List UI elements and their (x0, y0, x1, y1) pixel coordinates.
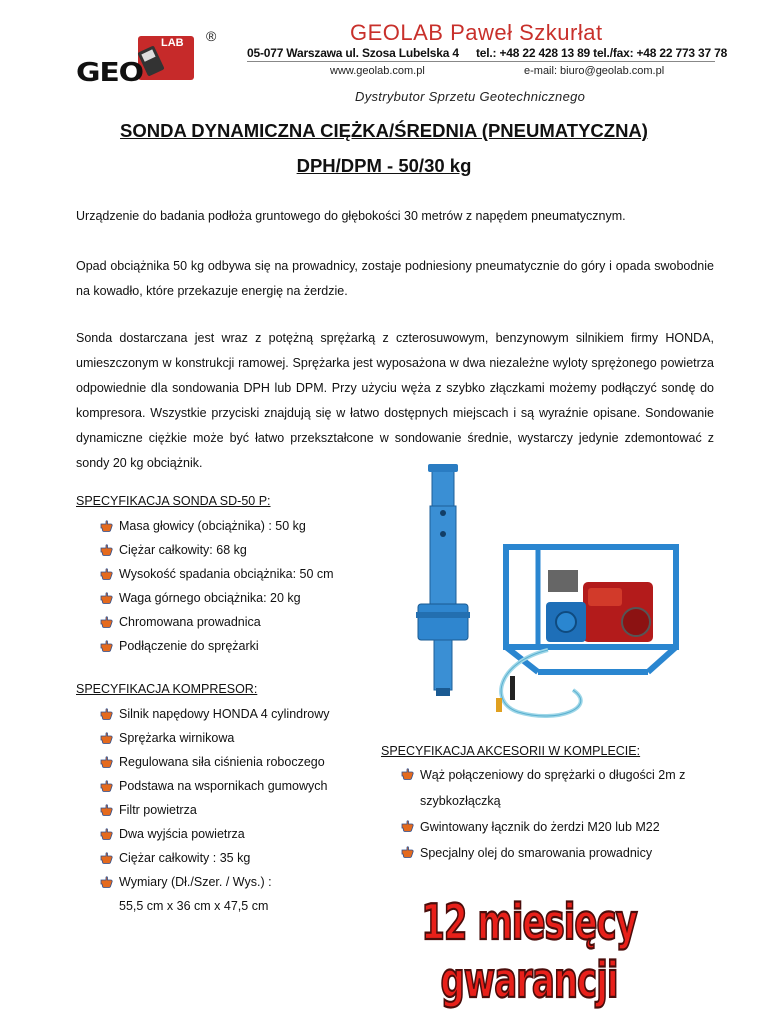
geolab-logo (76, 30, 226, 86)
pointer-hand-icon (401, 846, 414, 858)
probe-guide (434, 640, 452, 690)
spec-akcesorii (381, 744, 721, 866)
list-item (96, 634, 406, 658)
list-item (96, 726, 366, 750)
list-item-text: Silnik napędowy HONDA 4 cylindrowy (119, 707, 330, 721)
spec-sonda (76, 494, 406, 658)
list-item-text: Ciężar całkowity: 68 kg (119, 543, 247, 557)
hose-coupler (496, 698, 502, 712)
pointer-hand-icon (100, 520, 113, 532)
spec-sonda-list (96, 514, 406, 658)
spec-akcesorii-heading: SPECYFIKACJA AKCESORII W KOMPLECIE: (381, 744, 641, 758)
pointer-hand-icon (401, 820, 414, 832)
pointer-hand-icon (100, 876, 113, 888)
list-item-text: Wysokość spadania obciążnika: 50 cm (119, 567, 334, 581)
website-link[interactable]: www.geolab.com.pl (330, 65, 425, 77)
list-item (397, 840, 721, 866)
company-name: GEOLAB Paweł Szkurłat (350, 20, 603, 45)
list-item-text: Wymiary (Dł./Szer. / Wys.) : (119, 875, 272, 889)
spec-kompresor-list (96, 702, 366, 918)
spec-akcesorii-list (397, 762, 721, 866)
paragraph-2: Opad obciążnika 50 kg odbywa się na prowadnicy, zostaje podniesiony pneumatycznie do góry i opada swobodnie na kowadło, które przekazuje energię na żerdzie. (76, 259, 714, 298)
pointer-hand-icon (100, 828, 113, 840)
probe-top (432, 468, 454, 508)
list-item-text: Ciężar całkowity : 35 kg (119, 851, 251, 865)
registered-mark: ® (206, 28, 217, 44)
list-item-text: Filtr powietrza (119, 803, 197, 817)
spec-kompresor (76, 682, 366, 918)
list-item-text: Masa głowicy (obciążnika) : 50 kg (119, 519, 306, 533)
engine-starter (622, 608, 650, 636)
list-item-text: Gwintowany łącznik do żerdzi M20 lub M22 (420, 820, 660, 834)
probe-screw (440, 531, 446, 537)
pointer-hand-icon (100, 780, 113, 792)
pointer-hand-icon (100, 568, 113, 580)
list-item-text: Regulowana siła ciśnienia roboczego (119, 755, 325, 769)
list-item-text-cont: szybkozłączką (420, 794, 501, 808)
logo-geo-text: GEO (76, 58, 143, 88)
list-item (96, 750, 366, 774)
air-filter (548, 570, 578, 592)
pointer-hand-icon (100, 616, 113, 628)
list-item (96, 586, 406, 610)
list-item-text: Waga górnego obciążnika: 20 kg (119, 591, 301, 605)
list-item (96, 610, 406, 634)
list-item (96, 822, 366, 846)
list-item-text: Sprężarka wirnikowa (119, 731, 235, 745)
engine-tank (588, 588, 622, 606)
frame-bar (648, 647, 676, 672)
pointer-hand-icon (100, 732, 113, 744)
probe-foot (436, 688, 450, 696)
list-item (397, 762, 721, 814)
pointer-hand-icon (100, 544, 113, 556)
list-item (96, 870, 366, 894)
list-item-text: Wąż połączeniowy do sprężarki o długości 2m z (420, 768, 686, 782)
list-item (96, 514, 406, 538)
company-address: 05-077 Warszawa ul. Szosa Lubelska 4 (247, 46, 459, 60)
pointer-hand-icon (401, 768, 414, 780)
pointer-hand-icon (100, 592, 113, 604)
company-phone: tel.: +48 22 428 13 89 tel./fax: +48 22 773 37 78 (476, 46, 728, 60)
compressor-pulley (556, 612, 576, 632)
oil-bottle (510, 676, 515, 700)
page-subtitle: DPH/DPM - 50/30 kg (296, 155, 472, 176)
list-item (96, 774, 366, 798)
list-item (96, 798, 366, 822)
list-item (96, 562, 406, 586)
probe-ring (416, 612, 470, 618)
probe-screw (440, 510, 446, 516)
probe-hammer (418, 604, 468, 640)
probe-body (430, 506, 456, 606)
list-item (96, 702, 366, 726)
pointer-hand-icon (100, 852, 113, 864)
email-link[interactable]: e-mail: biuro@geolab.com.pl (524, 65, 665, 77)
dimensions-text: 55,5 cm x 36 cm x 47,5 cm (119, 899, 269, 913)
pointer-hand-icon (100, 756, 113, 768)
page-title: SONDA DYNAMICZNA CIĘŻKA/ŚREDNIA (PNEUMATYCZNA) (120, 120, 648, 141)
spec-sonda-heading: SPECYFIKACJA SONDA SD-50 P: (76, 494, 271, 508)
list-item (96, 538, 406, 562)
paragraph-1: Urządzenie do badania podłoża gruntowego do głębokości 30 metrów z napędem pneumatycznym. (76, 209, 626, 223)
pointer-hand-icon (100, 804, 113, 816)
list-item-continuation (96, 894, 366, 918)
list-item (397, 814, 721, 840)
warranty-text: 12 miesięcy gwarancji (421, 894, 637, 1010)
list-item-text: Dwa wyjścia powietrza (119, 827, 245, 841)
distributor-tagline: Dystrybutor Sprzetu Geotechnicznego (355, 89, 586, 104)
paragraph-3: Sonda dostarczana jest wraz z potężną sprężarką z czterosuwowym, benzynowym silnikiem firmy HONDA, umieszczonym w konstrukcji ramowej. Sprężarka jest wyposażona w dwa niezależne wyloty sprężonego powietrza odpowiednie dla sondowania DPH lub DPM. Przy użyciu węża z szybko złączkami możemy podłączyć sondę do kompresora. Wszystkie przyciski znajdują się w łatwo dostępnych miejscach i są wyraźnie opisane. Sondowanie dynamiczne ciężkie może być łatwo przekształcone w sondowanie średnie, wystarczy jedynie zdemontować z sondy 20 kg obciążnik. (76, 331, 714, 470)
warranty-banner (360, 890, 698, 1010)
list-item-text: Podłączenie do sprężarki (119, 639, 259, 653)
product-photo (398, 462, 688, 732)
pointer-hand-icon (100, 708, 113, 720)
list-item-text: Podstawa na wspornikach gumowych (119, 779, 328, 793)
header-divider (247, 61, 715, 62)
pointer-hand-icon (100, 640, 113, 652)
spec-kompresor-heading: SPECYFIKACJA KOMPRESOR: (76, 682, 258, 696)
probe-cap (428, 464, 458, 472)
list-item-text: Chromowana prowadnica (119, 615, 261, 629)
logo-lab-text: LAB (161, 37, 184, 49)
list-item (96, 846, 366, 870)
list-item-text: Specjalny olej do smarowania prowadnicy (420, 846, 653, 860)
